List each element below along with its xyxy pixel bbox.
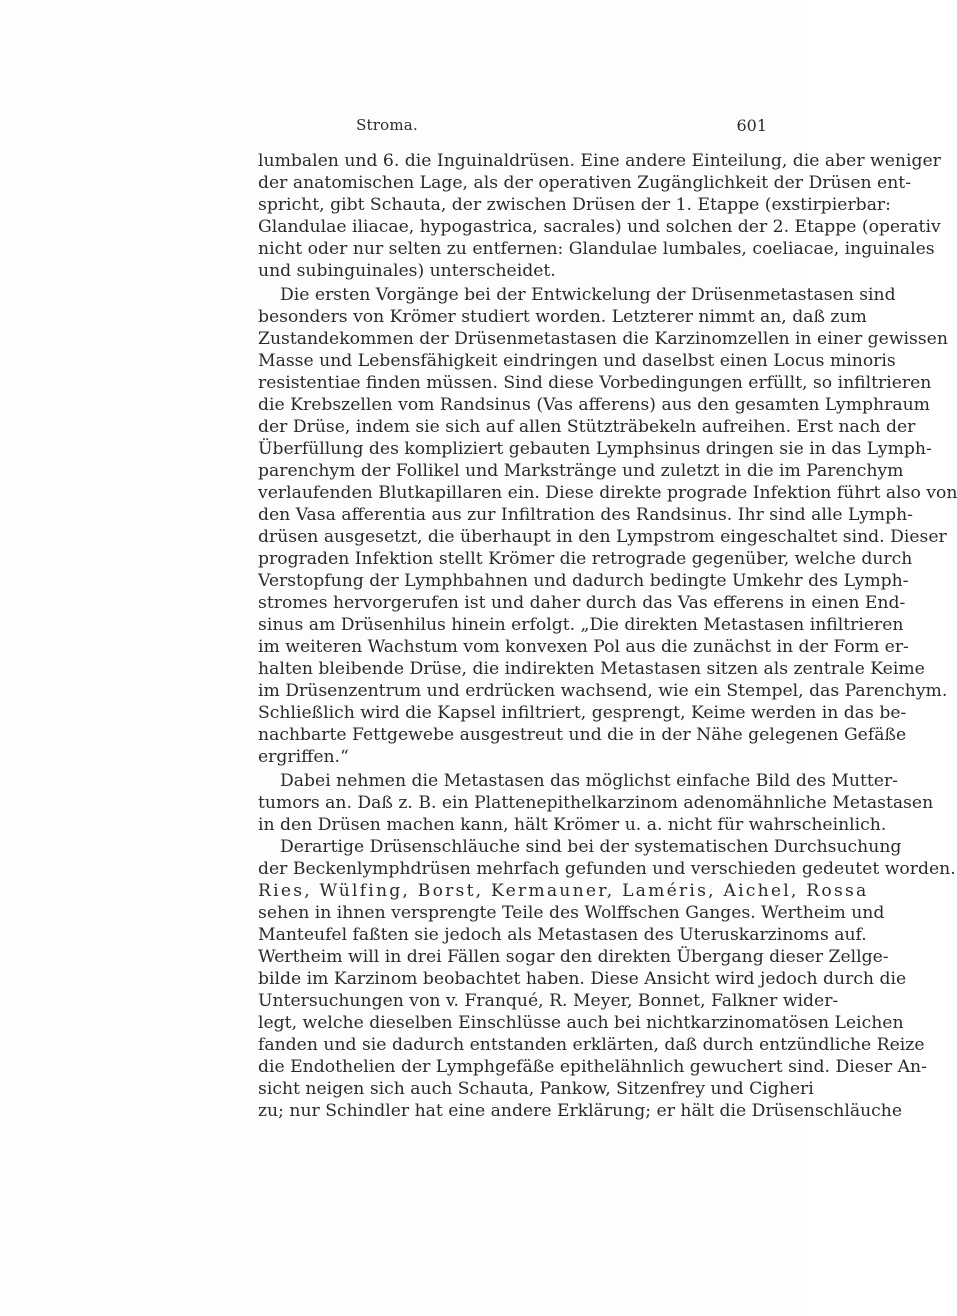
text-line: legt, welche dieselben Einschlüsse auch bei nichtkarzinomatösen Leichen <box>258 1013 904 1033</box>
text-line: besonders von Krömer studiert worden. Letzterer nimmt an, daß zum <box>258 307 867 327</box>
text-line: Ries, Wülfing, Borst, Kermauner, Laméris, Aichel, Rossa <box>258 881 869 901</box>
text-line: Derartige Drüsenschläuche sind bei der systematischen Durchsuchung <box>280 837 902 857</box>
text-line: nachbarte Fettgewebe ausgestreut und die in der Nähe gelegenen Gefäße <box>258 725 907 745</box>
text-line: sehen in ihnen versprengte Teile des Wolffschen Ganges. Wertheim und <box>258 903 885 923</box>
text-line: der Drüse, indem sie sich auf allen Stützträbekeln aufreihen. Erst nach der <box>258 417 916 437</box>
text-line: sicht neigen sich auch Schauta, Pankow, Sitzenfrey und Cigheri <box>258 1079 814 1099</box>
text-line: Schließlich wird die Kapsel infiltriert, gesprengt, Keime werden in das be- <box>258 703 907 723</box>
text-line: stromes hervorgerufen ist und daher durch das Vas efferens in einen End- <box>258 593 906 613</box>
text-line: fanden und sie dadurch entstanden erklärten, daß durch entzündliche Reize <box>258 1035 925 1055</box>
text-line: parenchym der Follikel und Markstränge und zuletzt in die im Parenchym <box>258 461 904 481</box>
text-line: tumors an. Daß z. B. ein Plattenepithelkarzinom adenomähnliche Metastasen <box>258 793 934 813</box>
text-line: Glandulae iliacae, hypogastrica, sacrales) und solchen der 2. Etappe (operativ <box>258 217 941 237</box>
text-line: den Vasa afferentia aus zur Infiltration des Randsinus. Ihr sind alle Lymph- <box>258 505 913 525</box>
text-line: verlaufenden Blutkapillaren ein. Diese direkte prograde Infektion führt also von <box>258 483 957 503</box>
text-line: resistentiae finden müssen. Sind diese Vorbedingungen erfüllt, so infiltrieren <box>258 373 932 393</box>
text-line: lumbalen und 6. die Inguinaldrüsen. Eine andere Einteilung, die aber weniger <box>258 151 941 171</box>
text-line: ergriffen.“ <box>258 747 349 767</box>
text-line: drüsen ausgesetzt, die überhaupt in den Lympstrom eingeschaltet sind. Dieser <box>258 527 947 547</box>
text-line: spricht, gibt Schauta, der zwischen Drüsen der 1. Etappe (exstirpierbar: <box>258 195 891 215</box>
text-line: Verstopfung der Lymphbahnen und dadurch bedingte Umkehr des Lymph- <box>258 571 909 591</box>
text-line: Zustandekommen der Drüsenmetastasen die Karzinomzellen in einer gewissen <box>258 329 948 349</box>
text-line: in den Drüsen machen kann, hält Krömer u. a. nicht für wahrscheinlich. <box>258 815 887 835</box>
text-line: Dabei nehmen die Metastasen das möglichst einfache Bild des Mutter- <box>280 771 898 791</box>
text-line: und subinguinales) unterscheidet. <box>258 261 556 281</box>
text-line: Masse und Lebensfähigkeit eindringen und daselbst einen Locus minoris <box>258 351 896 371</box>
text-line: zu; nur Schindler hat eine andere Erklärung; er hält die Drüsenschläuche <box>258 1101 903 1121</box>
text-line: im Drüsenzentrum und erdrücken wachsend, wie ein Stempel, das Parenchym. <box>258 681 948 701</box>
text-line: sinus am Drüsenhilus hinein erfolgt. „Die direkten Metastasen infiltrieren <box>258 615 904 635</box>
page-number: 601 <box>736 116 767 135</box>
text-line: bilde im Karzinom beobachtet haben. Diese Ansicht wird jedoch durch die <box>258 969 907 989</box>
running-head <box>257 116 767 140</box>
text-line: nicht oder nur selten zu entfernen: Glandulae lumbales, coeliacae, inguinales <box>258 239 935 259</box>
text-line: die Krebszellen vom Randsinus (Vas afferens) aus den gesamten Lymphraum <box>258 395 930 415</box>
running-title: Stroma. <box>356 116 418 134</box>
text-line: Wertheim will in drei Fällen sogar den direkten Übergang dieser Zellge- <box>258 947 889 967</box>
text-line: der anatomischen Lage, als der operativen Zugänglichkeit der Drüsen ent- <box>258 173 912 193</box>
text-line: der Beckenlymphdrüsen mehrfach gefunden und verschieden gedeutet worden. <box>258 859 956 879</box>
text-line: Manteufel faßten sie jedoch als Metastasen des Uteruskarzinoms auf. <box>258 925 867 945</box>
text-line: die Endothelien der Lymphgefäße epithelähnlich gewuchert sind. Dieser An- <box>258 1057 927 1077</box>
text-line: prograden Infektion stellt Krömer die retrograde gegenüber, welche durch <box>258 549 913 569</box>
text-line: im weiteren Wachstum vom konvexen Pol aus die zunächst in der Form er- <box>258 637 909 657</box>
text-line: Untersuchungen von v. Franqué, R. Meyer, Bonnet, Falkner wider- <box>258 991 839 1011</box>
text-line: Die ersten Vorgänge bei der Entwickelung der Drüsenmetastasen sind <box>280 285 896 305</box>
text-line: halten bleibende Drüse, die indirekten Metastasen sitzen als zentrale Keime <box>258 659 925 679</box>
text-line: Überfüllung des kompliziert gebauten Lymphsinus dringen sie in das Lymph- <box>258 439 932 459</box>
